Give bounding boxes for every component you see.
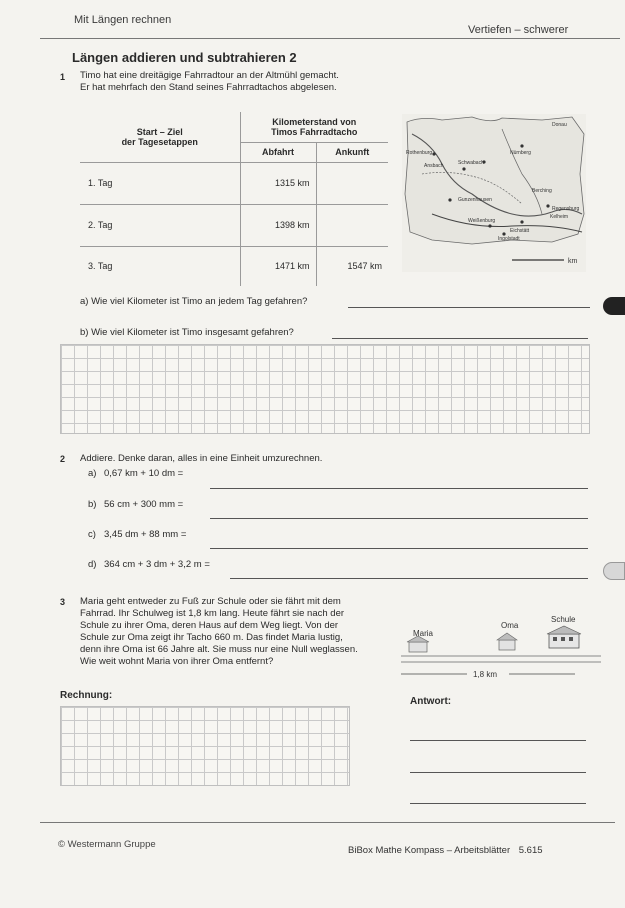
map-label-ingolstadt: Ingolstadt xyxy=(498,236,520,242)
footer-divider xyxy=(40,822,615,823)
task3-line-2: Fahrrad. Ihr Schulweg ist 1,8 km lang. Heute fährt sie nach der xyxy=(80,608,345,619)
map-label-donau: Donau xyxy=(552,122,567,128)
task3-line-5: denn ihre Oma ist 66 Jahre alt. Sie muss nur eine Null weglassen. xyxy=(80,644,358,655)
table-row: 3. Tag 1471 km 1547 km xyxy=(80,246,388,286)
table-row: 1. Tag 1315 km xyxy=(80,162,388,204)
publisher-copyright: © Westermann Gruppe xyxy=(58,839,156,850)
antwort-label: Antwort: xyxy=(410,696,452,707)
map-label-gunzenhausen: Gunzenhausen xyxy=(458,197,492,203)
table-header-stage: Start – Ziel der Tagesetappen xyxy=(80,112,240,162)
school-icon xyxy=(547,626,581,648)
task2-label-a: a) xyxy=(88,468,97,479)
answer-cell[interactable] xyxy=(316,162,388,204)
calc-grid-3[interactable] xyxy=(60,706,350,786)
map-label-berching: Berching xyxy=(532,188,552,194)
task2-number: 2 xyxy=(60,454,66,464)
house-icon xyxy=(407,636,429,652)
task2-instruction: Addiere. Denke daran, alles in eine Einheit umzurechnen. xyxy=(80,453,323,464)
page-number: 5.615 xyxy=(518,845,543,856)
task2-label-c: c) xyxy=(88,529,96,540)
oma-house-icon xyxy=(497,633,517,650)
altmuehl-map xyxy=(402,114,586,272)
map-label-eichstaett: Eichstätt xyxy=(510,228,530,234)
table-header-ankunft: Ankunft xyxy=(316,142,388,162)
calc-grid-1[interactable] xyxy=(60,344,590,434)
task3-line-6: Wie weit wohnt Maria von ihrer Oma entfernt? xyxy=(80,656,274,667)
sketch-label-maria: Maria xyxy=(413,629,434,638)
answer-cell[interactable] xyxy=(316,204,388,246)
task3-line-1: Maria geht entweder zu Fuß zur Schule oder sie fährt mit dem xyxy=(80,596,341,607)
task2-label-d: d) xyxy=(88,559,97,570)
answer-line-2c[interactable] xyxy=(210,548,588,549)
map-label-nuernberg: Nürnberg xyxy=(510,150,531,156)
page-tab-marker xyxy=(603,297,625,315)
page-title: Längen addieren und subtrahieren 2 xyxy=(72,50,297,65)
answer-line-1b[interactable] xyxy=(332,338,588,339)
table-row: 2. Tag 1398 km xyxy=(80,204,388,246)
map-label-regensburg: Regensburg xyxy=(552,206,580,212)
map-label-schwabach: Schwabach xyxy=(458,160,484,166)
rechnung-label: Rechnung: xyxy=(60,690,113,701)
level-label: Vertiefen – schwerer xyxy=(468,24,569,36)
answer-line-2b[interactable] xyxy=(210,518,588,519)
task2-expr-d: 364 cm + 3 dm + 3,2 m = xyxy=(104,559,210,570)
map-scale-unit: km xyxy=(568,258,578,265)
task2-expr-a: 0,67 km + 10 dm = xyxy=(104,468,184,479)
task2-expr-b: 56 cm + 300 mm = xyxy=(104,499,184,510)
task3-line-4: Schule zur Oma zeigt ihr Tacho 660 m. Das findet Maria lustig, xyxy=(80,632,343,643)
task2-label-b: b) xyxy=(88,499,97,510)
task1-intro-1: Timo hat eine dreitägige Fahrradtour an der Altmühl gemacht. xyxy=(80,70,339,81)
map-label-rothenburg: Rothenburg xyxy=(406,150,433,156)
product-name: BiBox Mathe Kompass – Arbeitsblätter 5.615 xyxy=(348,845,543,856)
answer-line-3b[interactable] xyxy=(410,772,586,773)
map-label-ansbach: Ansbach xyxy=(424,163,444,169)
answer-line-1a[interactable] xyxy=(348,307,590,308)
table-header-abfahrt: Abfahrt xyxy=(240,142,316,162)
answer-line-3c[interactable] xyxy=(410,803,586,804)
question-1b: b) Wie viel Kilometer ist Timo insgesamt gefahren? xyxy=(80,327,294,338)
question-1a: a) Wie viel Kilometer ist Timo an jedem Tag gefahren? xyxy=(80,296,308,307)
answer-line-2a[interactable] xyxy=(210,488,588,489)
page-tab-marker xyxy=(603,562,625,580)
table-header-km: Kilometerstand von Timos Fahrradtacho xyxy=(240,112,388,142)
header-divider xyxy=(40,38,620,39)
map-label-weissenburg: Weißenburg xyxy=(468,218,496,224)
sketch-label-schule: Schule xyxy=(551,615,576,624)
route-sketch xyxy=(395,610,605,690)
sketch-distance: 1,8 km xyxy=(473,670,498,679)
series-title: Mit Längen rechnen xyxy=(74,14,172,26)
task2-expr-c: 3,45 dm + 88 mm = xyxy=(104,529,187,540)
tour-table xyxy=(80,112,388,286)
answer-line-3a[interactable] xyxy=(410,740,586,741)
task3-number: 3 xyxy=(60,597,66,607)
task1-number: 1 xyxy=(60,72,66,82)
task1-intro-2: Er hat mehrfach den Stand seines Fahrradtachos abgelesen. xyxy=(80,82,337,93)
sketch-label-oma: Oma xyxy=(501,621,519,630)
map-label-kelheim: Kelheim xyxy=(550,214,569,220)
answer-line-2d[interactable] xyxy=(230,578,588,579)
task3-line-3: Schule zu ihrer Oma, deren Haus auf dem Weg liegt. Von der xyxy=(80,620,339,631)
